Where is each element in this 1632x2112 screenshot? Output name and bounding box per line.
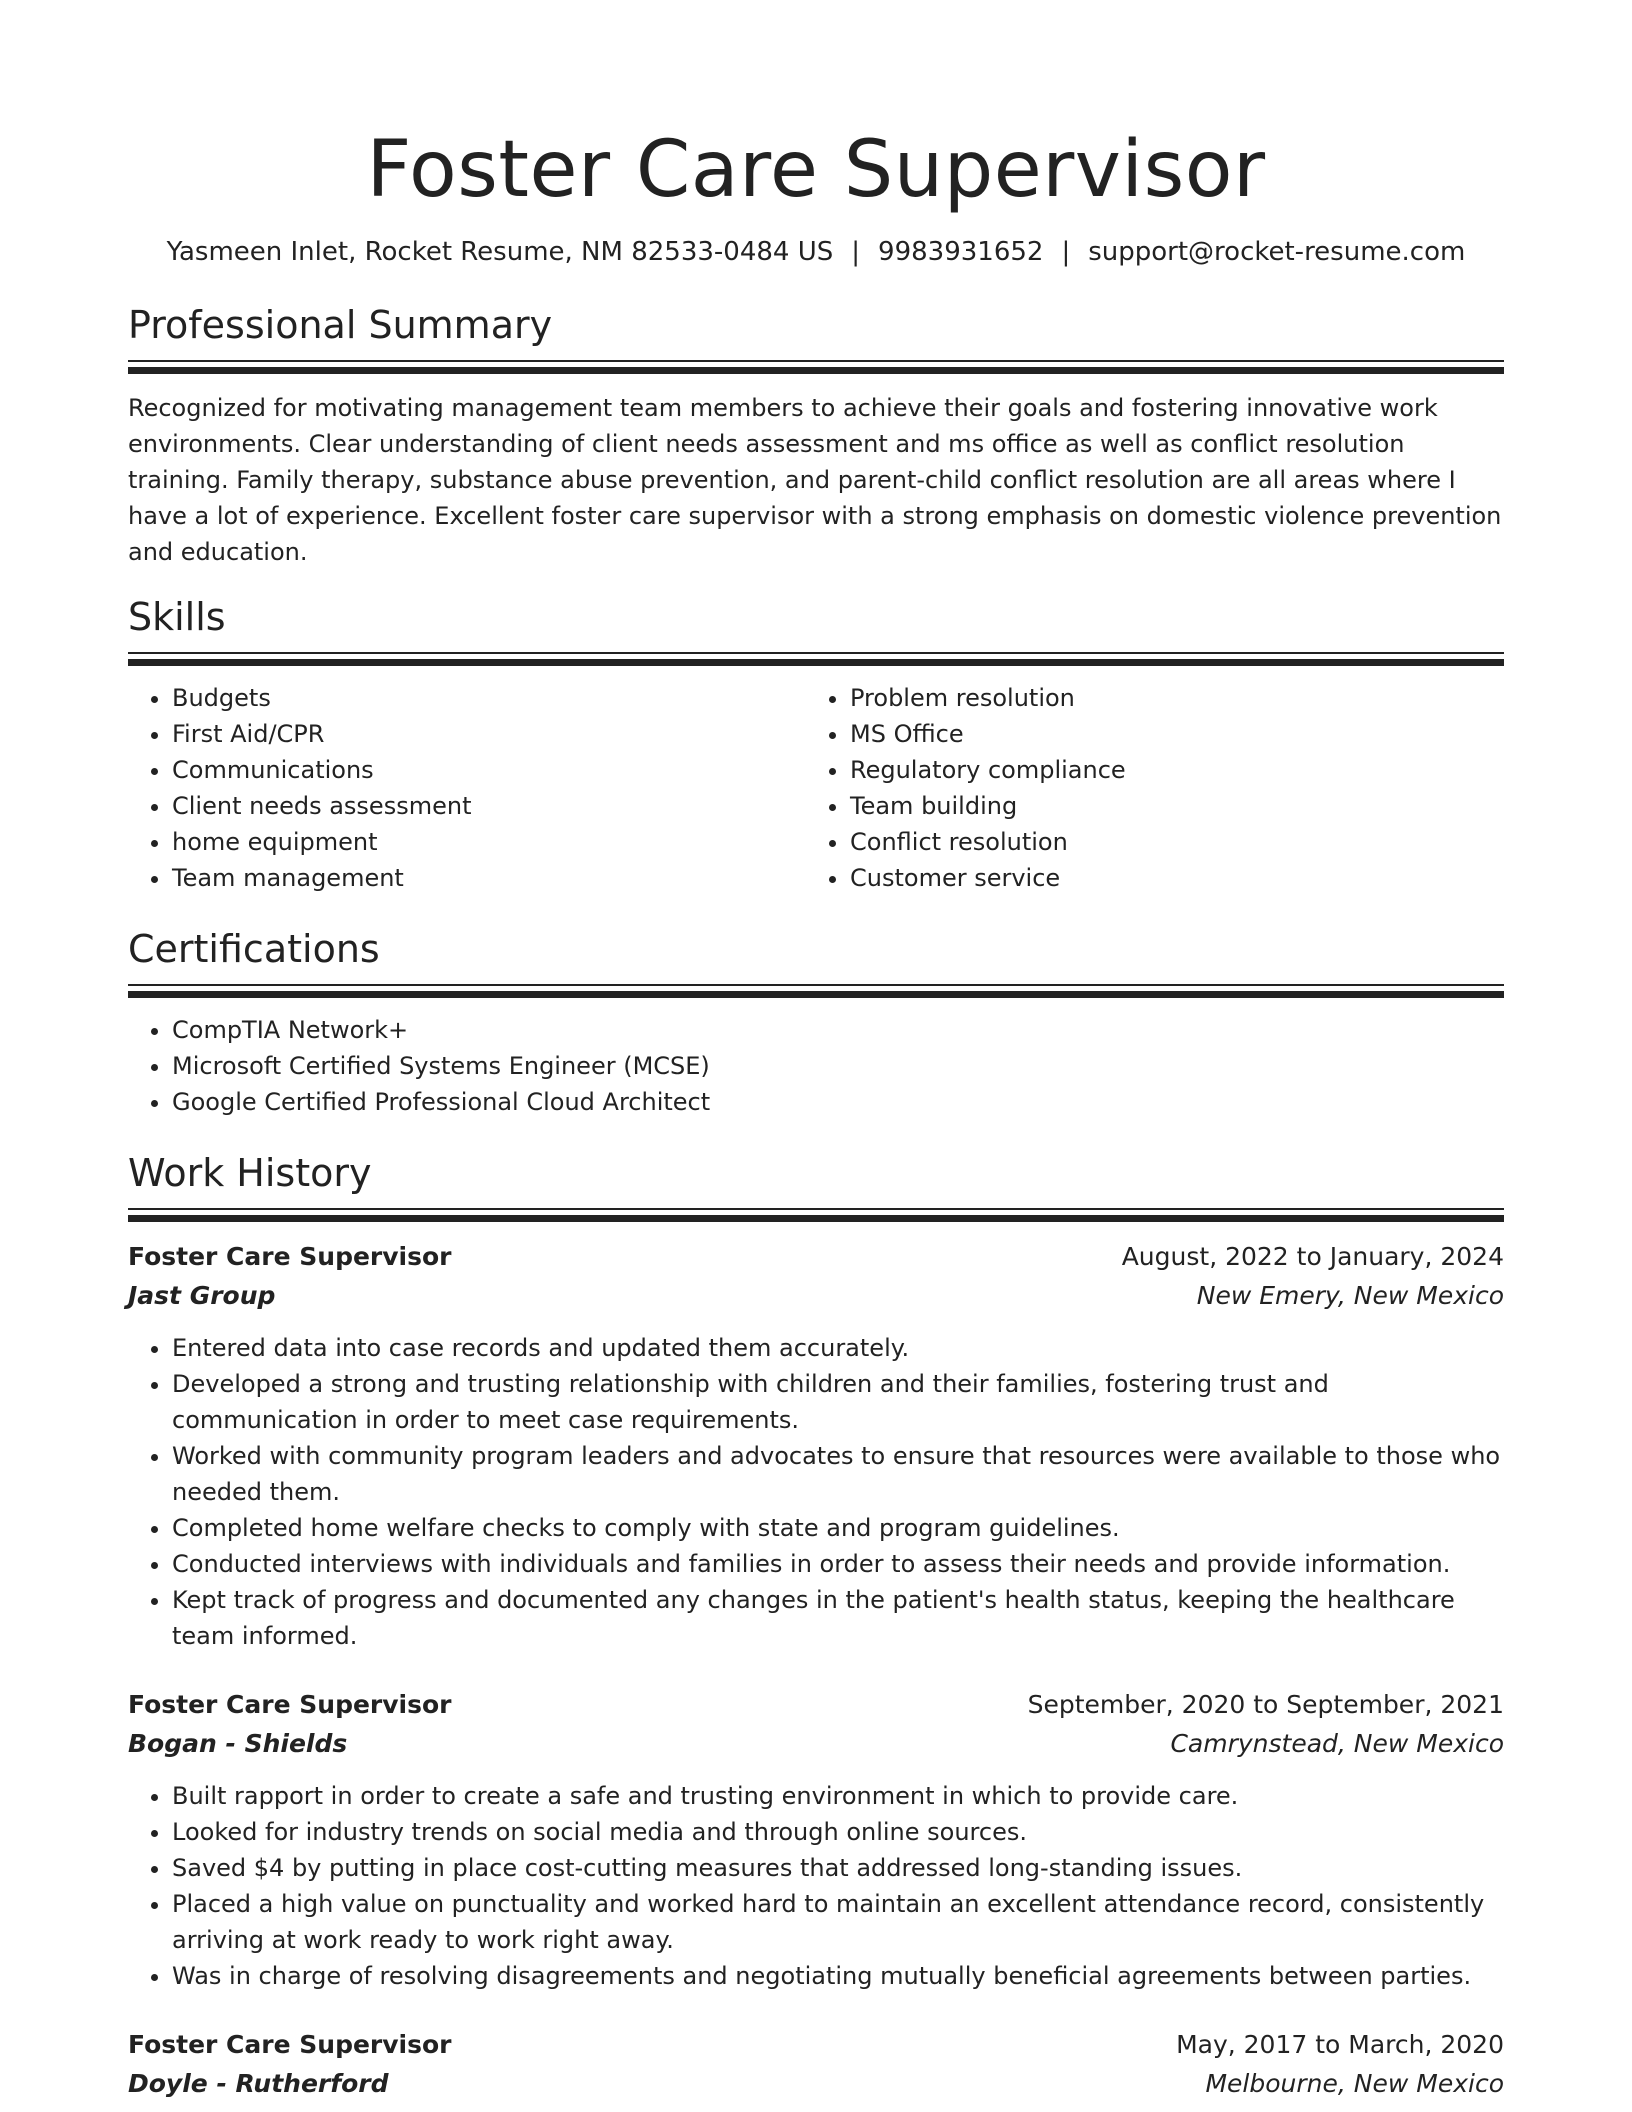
job-title: Foster Care Supervisor — [128, 2030, 452, 2059]
job-location: Camrynstead, New Mexico — [1170, 1729, 1504, 1758]
job-entry — [128, 2026, 1504, 2104]
contact-separator: | — [1061, 237, 1071, 267]
job-bullet: • Saved $4 by putting in place cost-cutting measures that addressed long-standing issues. — [172, 1850, 1504, 1886]
job-dates: August, 2022 to January, 2024 — [1121, 1242, 1504, 1271]
contact-address: Yasmeen Inlet, Rocket Resume, NM 82533-0484 US — [166, 237, 834, 267]
skill-item: • Team building — [850, 788, 1484, 824]
contact-separator: | — [851, 237, 861, 267]
section-divider — [128, 360, 1504, 374]
skill-item: • Conflict resolution — [850, 824, 1484, 860]
skills-grid — [128, 680, 1504, 896]
resume-title: Foster Care Supervisor — [366, 125, 1266, 215]
skill-item: • First Aid/CPR — [172, 716, 806, 752]
section-divider — [128, 984, 1504, 998]
certifications-section — [128, 924, 1504, 1120]
certifications-heading: Certifications — [128, 927, 380, 971]
job-bullet: • Entered data into case records and updated them accurately. — [172, 1330, 1504, 1366]
skill-item: • Client needs assessment — [172, 788, 806, 824]
job-entry — [128, 1686, 1504, 1994]
contact-phone: 9983931652 — [878, 237, 1044, 267]
job-bullet: • Conducted interviews with individuals and families in order to assess their needs and provide information. — [172, 1546, 1504, 1582]
job-title: Foster Care Supervisor — [128, 1690, 452, 1719]
certification-item: • Google Certified Professional Cloud Architect — [172, 1084, 1504, 1120]
contact-email[interactable]: support@rocket-resume.com — [1088, 237, 1466, 267]
job-bullet: • Developed a strong and trusting relationship with children and their families, fostering trust and communication in order to meet case requirements. — [172, 1366, 1504, 1438]
job-bullet: • Kept track of progress and documented any changes in the patient's health status, keeping the healthcare team informed. — [172, 1582, 1504, 1654]
contact-line — [128, 234, 1504, 270]
job-dates: May, 2017 to March, 2020 — [1176, 2030, 1504, 2059]
skill-item: • Team management — [172, 860, 806, 896]
job-bullet: • Placed a high value on punctuality and worked hard to maintain an excellent attendance record, consistently arriving at work ready to work right away. — [172, 1886, 1504, 1958]
skills-column-right — [806, 680, 1484, 896]
job-bullet: • Worked with community program leaders and advocates to ensure that resources were available to those who needed them. — [172, 1438, 1504, 1510]
certification-item: • Microsoft Certified Systems Engineer (MCSE) — [172, 1048, 1504, 1084]
resume-page — [128, 118, 1504, 2104]
job-location: New Emery, New Mexico — [1196, 1281, 1504, 1310]
skill-item: • Problem resolution — [850, 680, 1484, 716]
job-company: Jast Group — [128, 1281, 276, 1310]
certification-item: • CompTIA Network+ — [172, 1012, 1504, 1048]
skills-heading: Skills — [128, 595, 226, 639]
section-divider — [128, 652, 1504, 666]
skill-item: • Budgets — [172, 680, 806, 716]
work-history-heading: Work History — [128, 1151, 372, 1195]
job-dates: September, 2020 to September, 2021 — [1027, 1690, 1504, 1719]
job-company: Doyle - Rutherford — [128, 2069, 389, 2098]
job-bullet: • Completed home welfare checks to comply with state and program guidelines. — [172, 1510, 1504, 1546]
skill-item: • Communications — [172, 752, 806, 788]
skill-item: • home equipment — [172, 824, 806, 860]
job-title: Foster Care Supervisor — [128, 1242, 452, 1271]
skill-item: • Regulatory compliance — [850, 752, 1484, 788]
job-bullet: • Looked for industry trends on social media and through online sources. — [172, 1814, 1504, 1850]
skills-column-left — [128, 680, 806, 896]
summary-section — [128, 300, 1504, 570]
skill-item: • Customer service — [850, 860, 1484, 896]
skill-item: • MS Office — [850, 716, 1484, 752]
summary-text: Recognized for motivating management team members to achieve their goals and fostering innovative work environments. Clear understanding of client needs assessment and ms office as well as conflict resolution training. Family therapy, substance abuse prevention, and parent-child conflict resolution are all areas where I have a lot of experience. Excellent foster care supervisor with a strong emphasis on domestic violence prevention and education. — [128, 394, 1502, 566]
work-history-section — [128, 1148, 1504, 2104]
job-bullet: • Was in charge of resolving disagreements and negotiating mutually beneficial agreements between parties. — [172, 1958, 1504, 1994]
job-entry — [128, 1238, 1504, 1654]
summary-heading: Professional Summary — [128, 303, 553, 347]
job-bullet: • Built rapport in order to create a safe and trusting environment in which to provide care. — [172, 1778, 1504, 1814]
job-location: Melbourne, New Mexico — [1205, 2069, 1504, 2098]
job-company: Bogan - Shields — [128, 1729, 348, 1758]
section-divider — [128, 1208, 1504, 1222]
skills-section — [128, 592, 1504, 896]
